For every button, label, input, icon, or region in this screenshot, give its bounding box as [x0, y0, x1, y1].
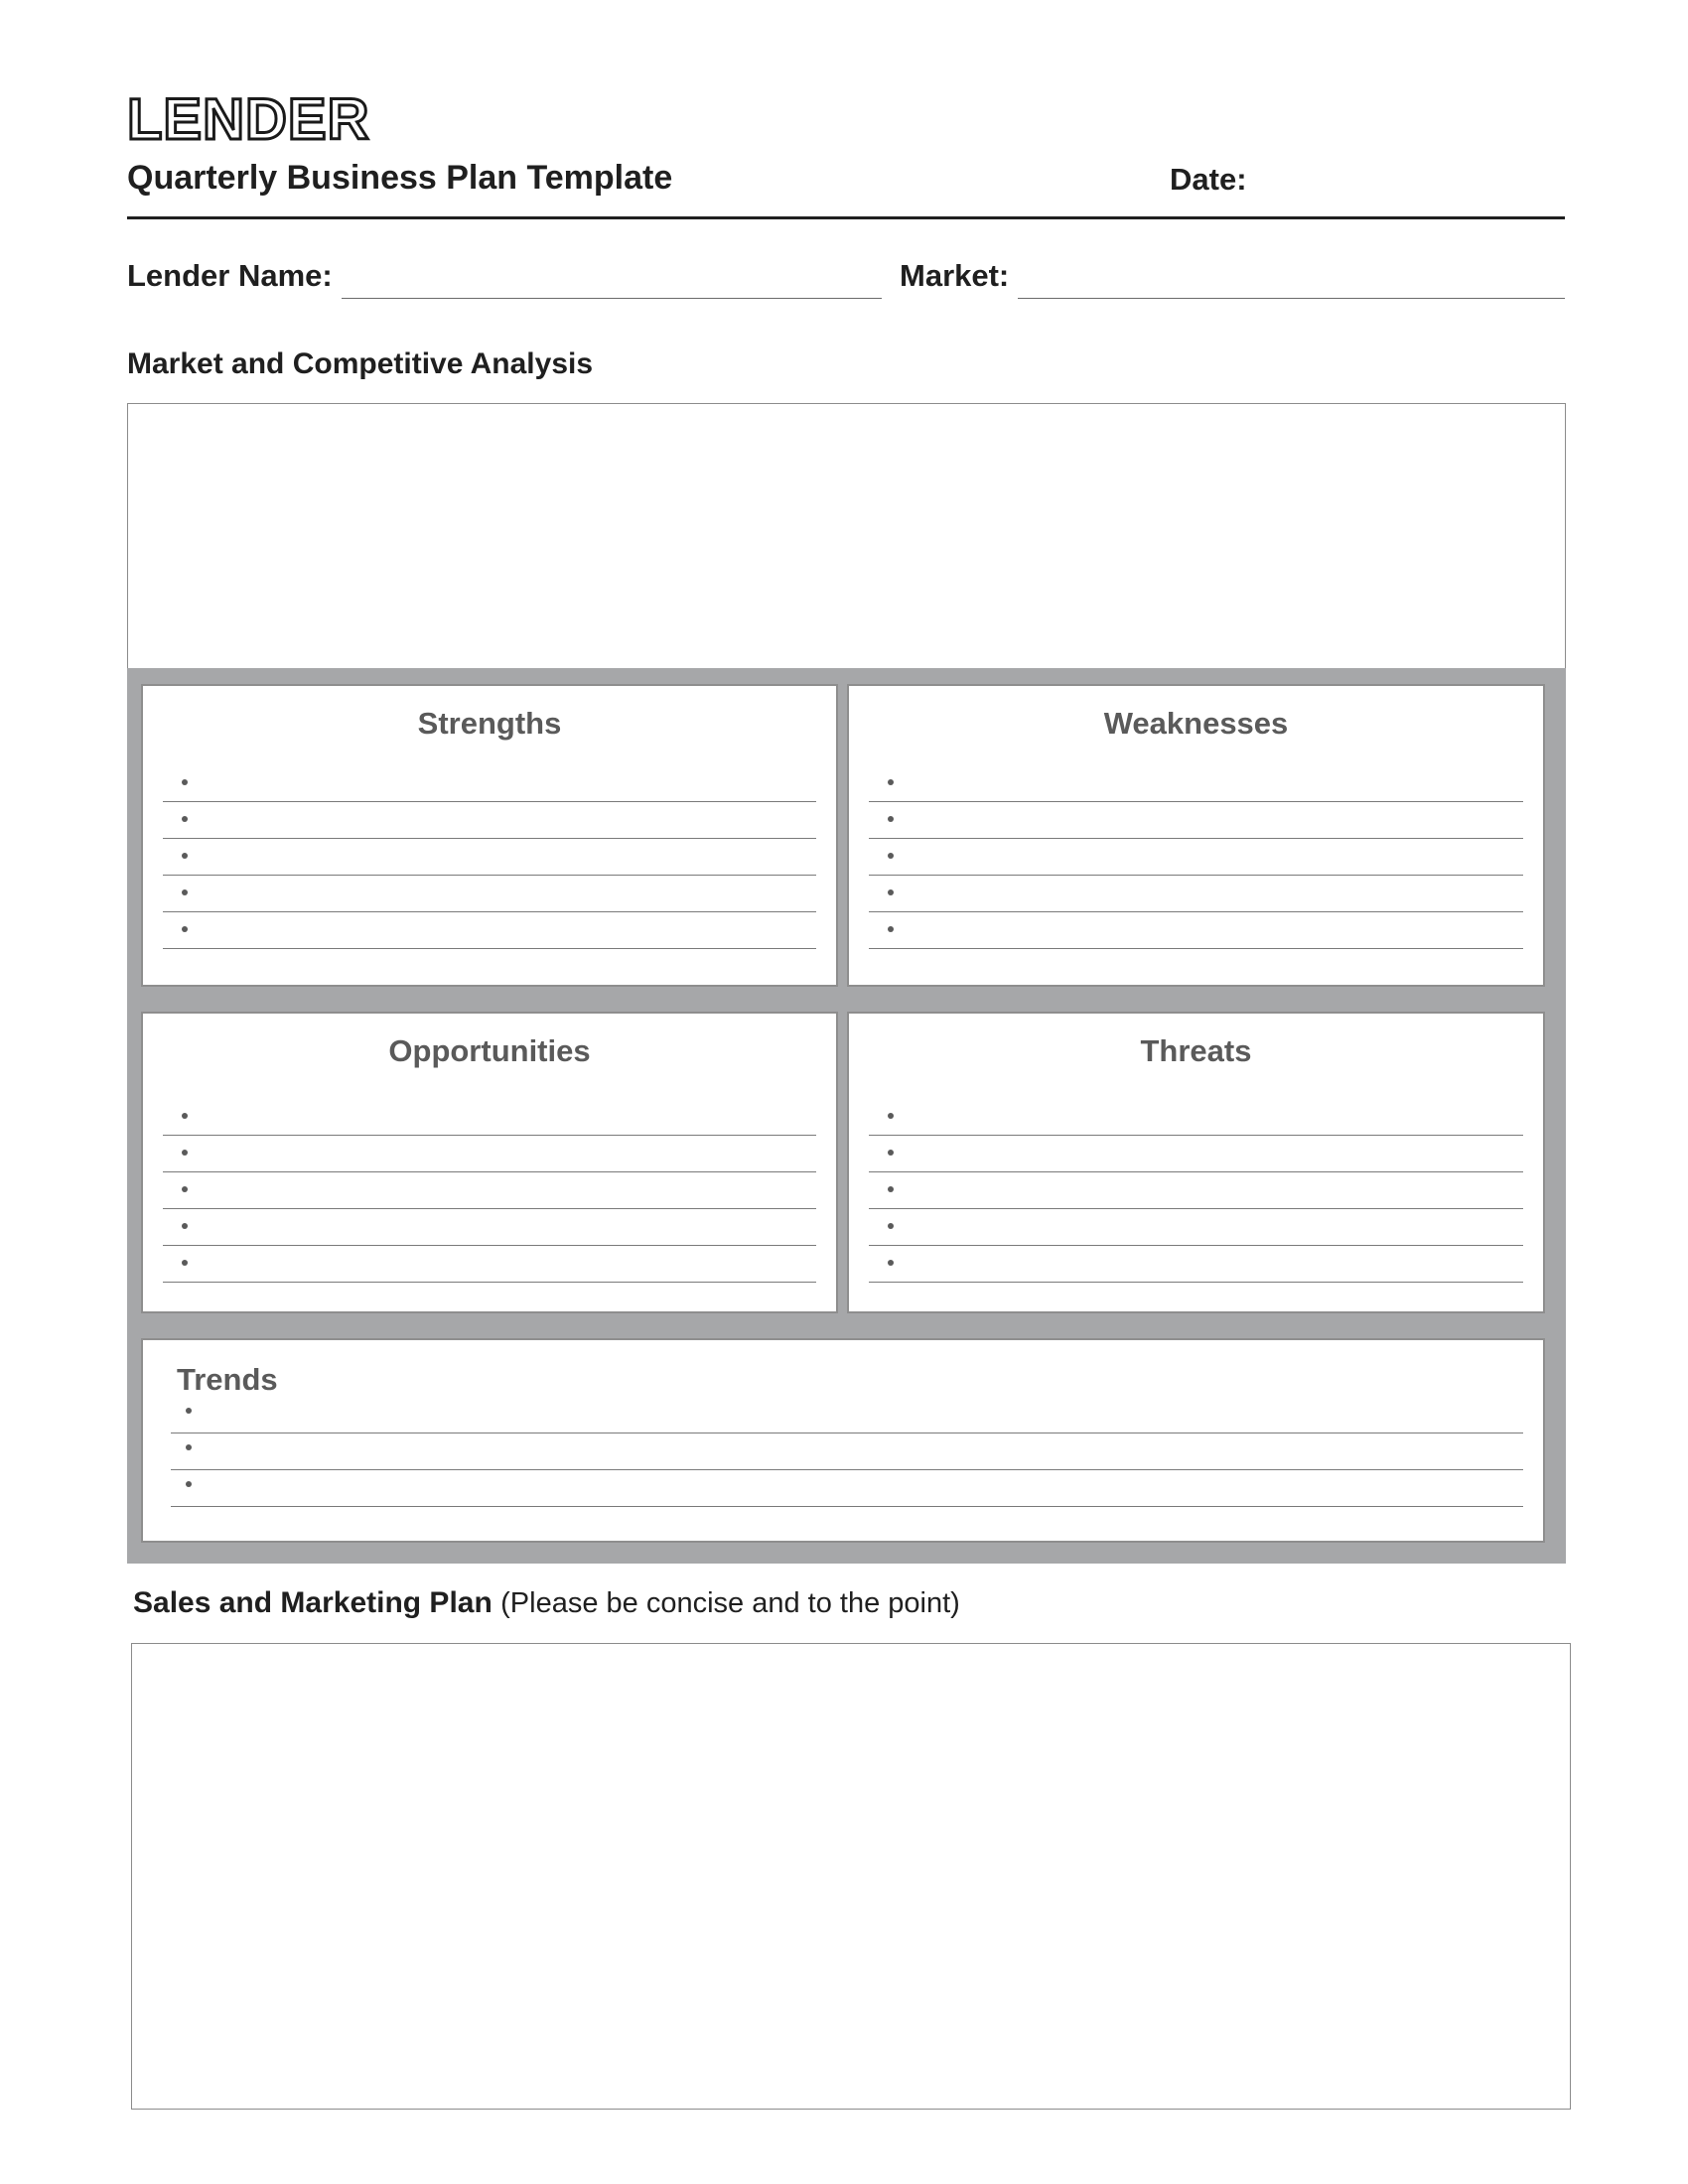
bullet-icon	[186, 1408, 192, 1414]
weaknesses-line[interactable]	[869, 838, 1523, 876]
sales-note: (Please be concise and to the point)	[500, 1587, 960, 1619]
threats-line[interactable]	[869, 1098, 1523, 1136]
opportunities-line[interactable]	[163, 1171, 816, 1209]
bullet-icon	[888, 1260, 894, 1266]
bullet-icon	[888, 779, 894, 785]
bullet-icon	[182, 1186, 188, 1192]
bullet-icon	[182, 889, 188, 895]
weaknesses-line[interactable]	[869, 911, 1523, 949]
trends-line[interactable]	[171, 1396, 1523, 1433]
bullet-icon	[888, 1150, 894, 1156]
bullet-icon	[182, 1150, 188, 1156]
bullet-icon	[182, 1223, 188, 1229]
opportunities-line[interactable]	[163, 1245, 816, 1283]
bullet-icon	[182, 1260, 188, 1266]
strengths-line[interactable]	[163, 875, 816, 912]
header-divider	[127, 216, 1565, 219]
bullet-icon	[182, 853, 188, 859]
weaknesses-line[interactable]	[869, 801, 1523, 839]
date-label: Date:	[1170, 162, 1247, 197]
analysis-textbox[interactable]	[127, 403, 1566, 669]
bullet-icon	[888, 853, 894, 859]
opportunities-box	[141, 1012, 838, 1313]
opportunities-line[interactable]	[163, 1098, 816, 1136]
strengths-box	[141, 684, 838, 987]
bullet-icon	[182, 816, 188, 822]
sales-section-title	[133, 1586, 960, 1620]
bullet-icon	[182, 1113, 188, 1119]
bullet-icon	[182, 779, 188, 785]
lender-name-label: Lender Name:	[127, 258, 333, 293]
bullet-icon	[888, 889, 894, 895]
threats-line[interactable]	[869, 1171, 1523, 1209]
weaknesses-line[interactable]	[869, 764, 1523, 802]
trends-line[interactable]	[171, 1469, 1523, 1507]
swot-panel	[127, 668, 1566, 1564]
weaknesses-line[interactable]	[869, 875, 1523, 912]
bullet-icon	[182, 926, 188, 932]
bullet-icon	[888, 1113, 894, 1119]
strengths-line[interactable]	[163, 911, 816, 949]
bullet-icon	[888, 1223, 894, 1229]
threats-title: Threats	[1140, 1033, 1252, 1068]
opportunities-title: Opportunities	[388, 1033, 591, 1068]
strengths-line[interactable]	[163, 838, 816, 876]
strengths-line[interactable]	[163, 801, 816, 839]
market-field[interactable]	[1018, 298, 1565, 299]
opportunities-line[interactable]	[163, 1135, 816, 1172]
bullet-icon	[888, 926, 894, 932]
trends-title: Trends	[177, 1362, 278, 1397]
threats-line[interactable]	[869, 1135, 1523, 1172]
bullet-icon	[186, 1481, 192, 1487]
threats-line[interactable]	[869, 1208, 1523, 1246]
analysis-section-title: Market and Competitive Analysis	[127, 347, 594, 380]
bullet-icon	[888, 1186, 894, 1192]
bullet-icon	[888, 816, 894, 822]
document-title: Quarterly Business Plan Template	[127, 159, 673, 197]
threats-box	[847, 1012, 1545, 1313]
strengths-line[interactable]	[163, 764, 816, 802]
sales-textbox[interactable]	[131, 1643, 1571, 2110]
lender-logo: LENDER	[127, 87, 370, 152]
market-label: Market:	[900, 258, 1010, 293]
sales-title: Sales and Marketing Plan	[133, 1586, 492, 1619]
opportunities-line[interactable]	[163, 1208, 816, 1246]
weaknesses-title: Weaknesses	[1103, 706, 1289, 741]
trends-line[interactable]	[171, 1433, 1523, 1470]
trends-box	[141, 1338, 1545, 1543]
strengths-title: Strengths	[417, 706, 562, 741]
lender-name-field[interactable]	[342, 298, 882, 299]
bullet-icon	[186, 1444, 192, 1450]
weaknesses-box	[847, 684, 1545, 987]
threats-line[interactable]	[869, 1245, 1523, 1283]
